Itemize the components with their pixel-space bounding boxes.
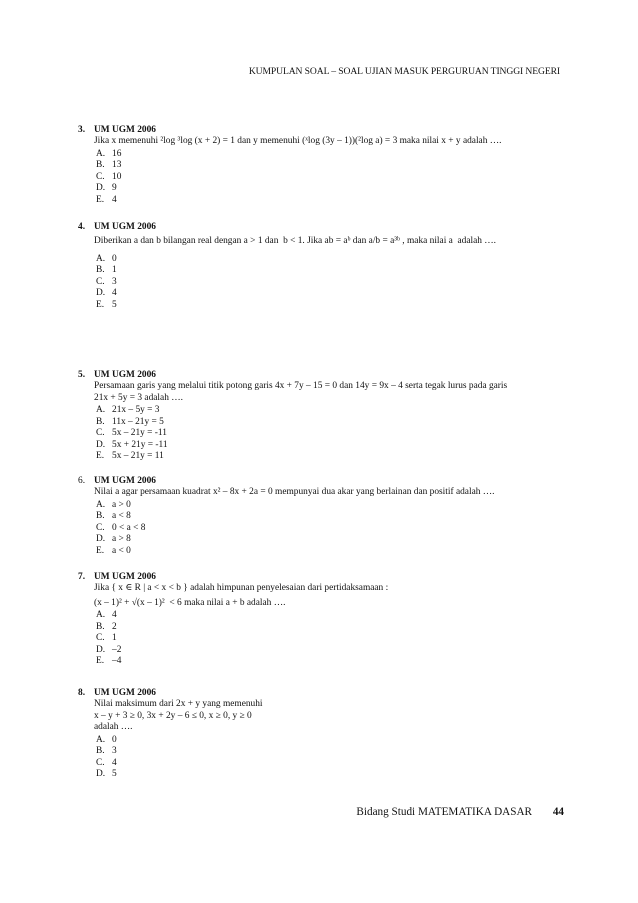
- question-number: 6.: [78, 476, 86, 486]
- question-3: [78, 125, 568, 206]
- option-text: 1: [112, 265, 117, 276]
- question-source: UM UGM 2006: [94, 572, 156, 582]
- option-label: B.: [96, 416, 105, 427]
- answer-options: [96, 610, 568, 668]
- page-number: 44: [552, 806, 564, 818]
- question-text-line: Persamaan garis yang melalui titik potong garis 4x + 7y – 15 = 0 dan 14y = 9x – 4 serta tegak lurus pada garis: [94, 381, 508, 392]
- option-label: D.: [96, 288, 106, 299]
- option-text: a > 0: [112, 499, 131, 510]
- answer-option: [96, 546, 568, 558]
- option-label: B.: [96, 265, 105, 276]
- option-text: 5x – 21y = -11: [112, 428, 167, 439]
- question-source: UM UGM 2006: [94, 688, 156, 698]
- option-text: 1: [112, 633, 117, 644]
- option-label: A.: [96, 610, 106, 621]
- answer-option: [96, 183, 568, 195]
- question-source: UM UGM 2006: [94, 476, 156, 486]
- option-text: 3: [112, 746, 117, 757]
- option-label: B.: [96, 621, 105, 632]
- option-label: A.: [96, 253, 106, 264]
- option-text: 16: [112, 148, 122, 159]
- option-label: A.: [96, 499, 106, 510]
- page-footer: [0, 806, 564, 818]
- answer-option: [96, 610, 568, 622]
- option-label: B.: [96, 511, 105, 522]
- question-heading: [78, 370, 568, 381]
- answer-option: [96, 149, 568, 161]
- option-text: 21x – 5y = 3: [112, 405, 160, 416]
- answer-option: [96, 417, 568, 429]
- question-source: UM UGM 2006: [94, 370, 156, 380]
- answer-option: [96, 288, 568, 300]
- answer-option: [96, 758, 568, 770]
- answer-options: [96, 500, 568, 558]
- question-number: 7.: [78, 572, 86, 582]
- option-label: A.: [96, 405, 106, 416]
- question-4: [78, 222, 568, 311]
- question-number: 3.: [78, 125, 86, 135]
- option-label: D.: [96, 439, 106, 450]
- option-label: B.: [96, 746, 105, 757]
- option-label: A.: [96, 148, 106, 159]
- question-text-line: Nilai a agar persamaan kuadrat x² – 8x + 2a = 0 mempunyai dua akar yang berlainan dan positif adalah ….: [94, 487, 495, 498]
- option-text: 2: [112, 621, 117, 632]
- option-text: a < 0: [112, 545, 131, 556]
- option-label: D.: [96, 769, 106, 780]
- option-text: 3: [112, 276, 117, 287]
- answer-option: [96, 735, 568, 747]
- answer-option: [96, 451, 568, 463]
- answer-option: [96, 622, 568, 634]
- option-label: E.: [96, 194, 105, 205]
- option-label: D.: [96, 534, 106, 545]
- answer-option: [96, 300, 568, 312]
- answer-option: [96, 440, 568, 452]
- page-header: KUMPULAN SOAL – SOAL UJIAN MASUK PERGURUAN TINGGI NEGERI: [248, 66, 560, 77]
- footer-subject: Bidang Studi MATEMATIKA DASAR: [356, 806, 533, 818]
- answer-option: [96, 769, 568, 781]
- option-text: 9: [112, 183, 117, 194]
- option-label: C.: [96, 757, 105, 768]
- question-7: [78, 572, 568, 668]
- option-text: 4: [112, 194, 117, 205]
- option-text: 5x – 21y = 11: [112, 451, 164, 462]
- question-number: 8.: [78, 688, 86, 698]
- answer-option: [96, 511, 568, 523]
- option-label: C.: [96, 522, 105, 533]
- answer-option: [96, 172, 568, 184]
- question-text-line: Jika x memenuhi ²log ³log (x + 2) = 1 dan y memenuhi (ˣlog (3y – 1))(²log a) = 3 maka nilai x + y adalah ….: [94, 136, 502, 147]
- option-label: D.: [96, 644, 106, 655]
- option-label: A.: [96, 734, 106, 745]
- option-text: 0: [112, 253, 117, 264]
- option-label: C.: [96, 633, 105, 644]
- answer-option: [96, 523, 568, 535]
- answer-option: [96, 746, 568, 758]
- answer-option: [96, 160, 568, 172]
- option-label: B.: [96, 160, 105, 171]
- option-label: E.: [96, 299, 105, 310]
- answer-option: [96, 254, 568, 266]
- question-number: 5.: [78, 370, 86, 380]
- answer-option: [96, 428, 568, 440]
- option-text: 0: [112, 734, 117, 745]
- question-source: UM UGM 2006: [94, 222, 156, 232]
- option-text: 4: [112, 610, 117, 621]
- option-text: –4: [112, 656, 122, 667]
- answer-options: [96, 149, 568, 207]
- question-text-line: adalah ….: [94, 722, 133, 733]
- question-5: [78, 370, 568, 463]
- answer-option: [96, 645, 568, 657]
- question-8: [78, 688, 568, 781]
- option-text: 4: [112, 288, 117, 299]
- question-heading: [78, 688, 568, 699]
- option-label: D.: [96, 183, 106, 194]
- option-label: C.: [96, 276, 105, 287]
- question-heading: [78, 222, 568, 233]
- option-text: 10: [112, 171, 122, 182]
- question-source: UM UGM 2006: [94, 125, 156, 135]
- question-text-line: (x – 1)² + √(x – 1)² < 6 maka nilai a + b adalah ….: [94, 597, 286, 608]
- question-heading: [78, 125, 568, 136]
- option-label: E.: [96, 451, 105, 462]
- option-text: 13: [112, 160, 122, 171]
- option-text: 0 < a < 8: [112, 522, 146, 533]
- question-number: 4.: [78, 222, 86, 232]
- option-label: C.: [96, 428, 105, 439]
- answer-options: [96, 735, 568, 781]
- option-text: 5: [112, 769, 117, 780]
- answer-option: [96, 265, 568, 277]
- question-6: [78, 476, 568, 557]
- option-text: –2: [112, 644, 122, 655]
- answer-option: [96, 534, 568, 546]
- option-text: 5x + 21y = -11: [112, 439, 168, 450]
- option-text: a < 8: [112, 511, 131, 522]
- answer-option: [96, 277, 568, 289]
- option-label: C.: [96, 171, 105, 182]
- answer-options: [96, 405, 568, 463]
- answer-options: [96, 254, 568, 312]
- option-text: a > 8: [112, 534, 131, 545]
- question-heading: [78, 572, 568, 583]
- question-text-line: 21x + 5y = 3 adalah ….: [94, 392, 183, 403]
- question-text-line: Diberikan a dan b bilangan real dengan a > 1 dan b < 1. Jika ab = aᵇ dan a/b = a³ᵇ , maka nilai a adalah ….: [94, 236, 497, 247]
- question-text-line: Jika { x ∈ R | a < x < b } adalah himpunan penyelesaian dari pertidaksamaan :: [94, 583, 389, 594]
- option-text: 11x – 21y = 5: [112, 416, 164, 427]
- answer-option: [96, 633, 568, 645]
- answer-option: [96, 405, 568, 417]
- answer-option: [96, 500, 568, 512]
- answer-option: [96, 195, 568, 207]
- option-text: 5: [112, 299, 117, 310]
- answer-option: [96, 656, 568, 668]
- option-label: E.: [96, 545, 105, 556]
- question-text-line: Nilai maksimum dari 2x + y yang memenuhi: [94, 699, 263, 710]
- option-label: E.: [96, 656, 105, 667]
- option-text: 4: [112, 757, 117, 768]
- question-heading: [78, 476, 568, 487]
- question-text-line: x – y + 3 ≥ 0, 3x + 2y – 6 ≤ 0, x ≥ 0, y ≥ 0: [94, 710, 252, 721]
